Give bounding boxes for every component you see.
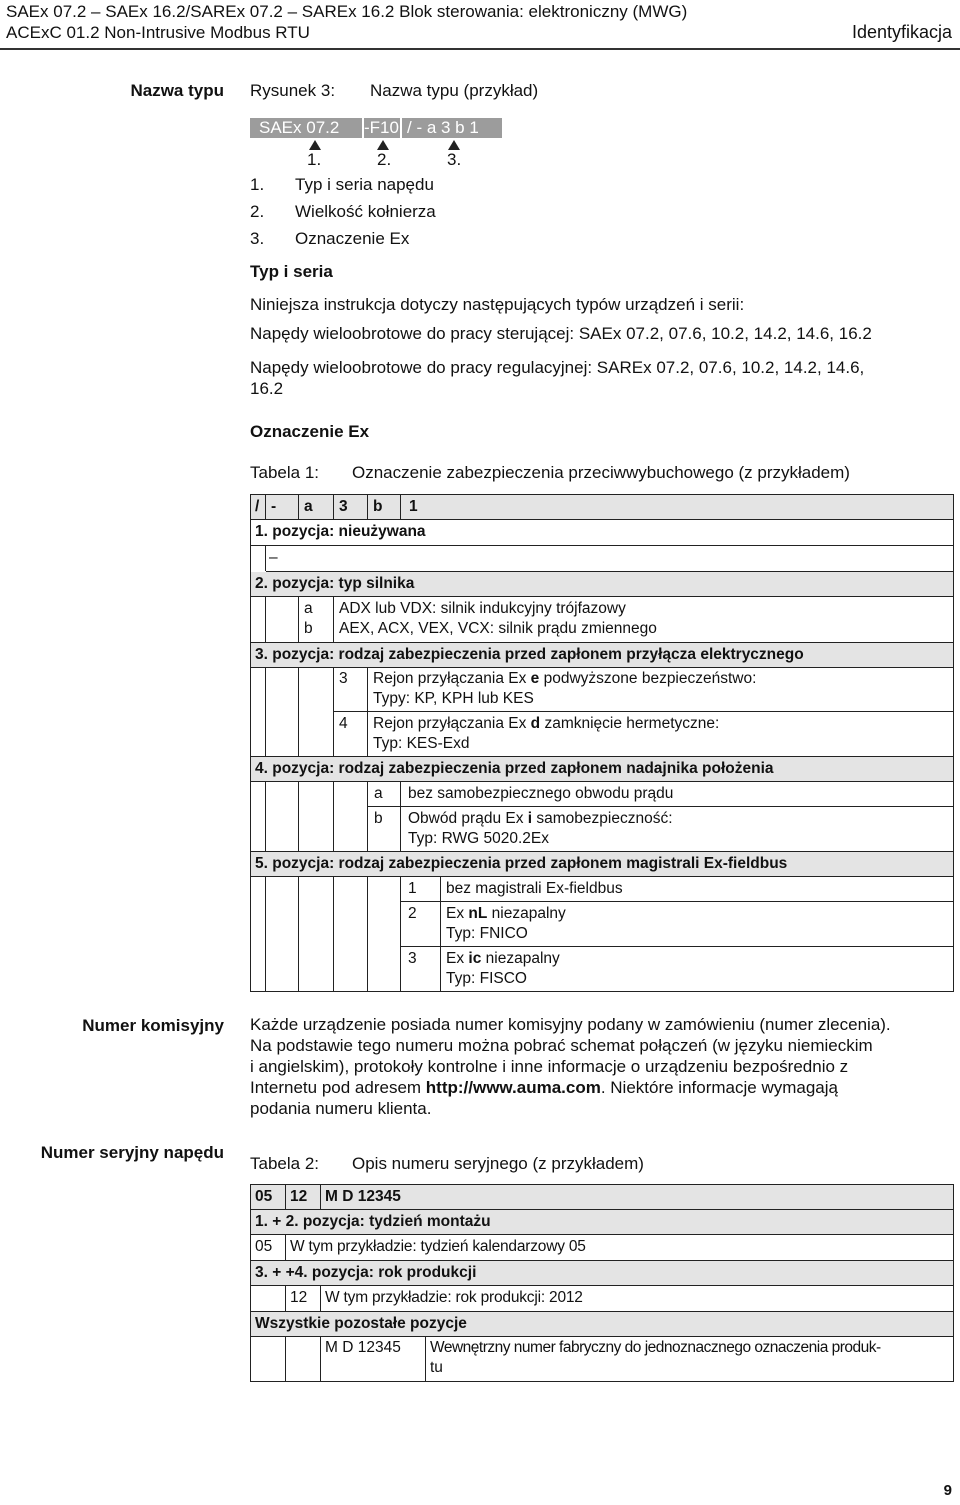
table2-caption: Opis numeru seryjnego (z przykładem): [352, 1154, 644, 1173]
table-rule: [320, 1285, 321, 1311]
type-part-ex: / - a 3 b 1: [407, 118, 479, 137]
type-series-line: 16.2: [250, 379, 284, 398]
description-cell: Ex ic niezapalny: [446, 950, 560, 967]
table-rule: [368, 806, 953, 807]
code-cell: -: [271, 498, 277, 515]
table-rule: [425, 1336, 426, 1382]
commission-paragraph: [250, 1014, 956, 1119]
description-cell: Typy: KP, KPH lub KES: [373, 690, 534, 707]
table-rule: [251, 667, 953, 668]
table-rule: [251, 1234, 953, 1235]
paragraph-line: Internetu pod adresem http://www.auma.com. Niektóre informacje wymagają: [250, 1078, 838, 1097]
group-title: 4. pozycja: rodzaj zabezpieczenia przed zapłonem nadajnika położenia: [255, 760, 774, 777]
marker-1: 1.: [307, 150, 322, 169]
auma-url-link[interactable]: http://www.auma.com: [425, 1078, 601, 1097]
side-heading-serial-number: Numer seryjny napędu: [40, 1143, 224, 1162]
arrow-up-icon: [309, 140, 321, 150]
header-title-line1: SAEx 07.2 – SAEx 16.2/SAREx 07.2 – SAREx 16.2 Blok sterowania: elektroniczny (MWG): [6, 2, 688, 21]
table-rule: [367, 781, 368, 851]
table-rule: [333, 495, 334, 519]
heading-type-series: Typ i seria: [250, 262, 333, 281]
legend-text: Oznaczenie Ex: [295, 229, 410, 248]
paragraph-line: podania numeru klienta.: [250, 1099, 432, 1118]
table-rule: [285, 1336, 286, 1382]
description-cell: Rejon przyłączania Ex d zamknięcie hermetyczne:: [373, 715, 720, 732]
table-rule: [333, 596, 334, 642]
table-rule: [251, 545, 953, 546]
type-series-line: Napędy wieloobrotowe do pracy regulacyjnej: SAREx 07.2, 07.6, 10.2, 14.2, 14.6,: [250, 358, 865, 377]
code-cell: 2: [408, 905, 417, 922]
table-rule: [251, 756, 953, 757]
legend-num: 3.: [250, 229, 265, 248]
table-rule: [285, 1185, 286, 1209]
description-cell: tu: [430, 1359, 443, 1376]
marker-3: 3.: [447, 150, 462, 169]
description-cell: Ex nL niezapalny: [446, 905, 566, 922]
code-cell: 3: [339, 670, 348, 687]
code-cell: 05: [255, 1188, 273, 1205]
group-title: 1. pozycja: nieużywana: [255, 523, 426, 540]
heading-ex-marking: Oznaczenie Ex: [250, 422, 370, 441]
code-cell: /: [255, 498, 260, 515]
type-series-intro: Niniejsza instrukcja dotyczy następujących typów urządzeń i serii:: [250, 295, 745, 314]
table-rule: [285, 1234, 286, 1260]
description-cell: bez magistrali Ex-fieldbus: [446, 880, 623, 897]
code-cell: 1: [408, 880, 417, 897]
code-cell: b: [304, 620, 313, 637]
group-title: 5. pozycja: rodzaj zabezpieczenia przed zapłonem magistrali Ex-fieldbus: [255, 855, 788, 872]
side-heading-commission-number: Numer komisyjny: [82, 1016, 224, 1035]
code-cell: 05: [255, 1238, 273, 1255]
table1-label: Tabela 1:: [250, 463, 319, 482]
table-rule: [251, 1209, 953, 1210]
type-part-series: SAEx 07.2: [259, 118, 340, 137]
table-rule: [400, 876, 401, 992]
table-rule: [251, 1336, 953, 1337]
code-cell: M D 12345: [325, 1339, 401, 1356]
description-cell: Wewnętrzny numer fabryczny do jednoznacznego oznaczenia produk-: [430, 1339, 881, 1356]
table-rule: [251, 1311, 953, 1312]
description-cell: bez samobezpiecznego obwodu prądu: [408, 785, 674, 802]
description-cell: Typ: FISCO: [446, 970, 527, 987]
description-cell: AEX, ACX, VEX, VCX: silnik prądu zmiennego: [339, 620, 657, 637]
code-cell: 4: [339, 715, 348, 732]
table-rule: [440, 876, 441, 992]
paragraph-line: Każde urządzenie posiada numer komisyjny podany w zamówieniu (numer zlecenia).: [250, 1015, 891, 1034]
page-header: [0, 0, 960, 50]
code-cell: –: [269, 549, 278, 566]
description-cell: ADX lub VDX: silnik indukcyjny trójfazowy: [339, 600, 626, 617]
code-cell: 3: [339, 498, 348, 515]
group-title: 1. + 2. pozycja: tydzień montażu: [255, 1213, 491, 1230]
side-heading-type-name: Nazwa typu: [130, 81, 224, 100]
table-rule: [298, 667, 299, 756]
table-rule: [367, 495, 368, 519]
table-rule: [251, 1285, 953, 1286]
legend-num: 1.: [250, 175, 265, 194]
arrow-up-icon: [377, 140, 389, 150]
code-cell: a: [304, 498, 313, 515]
table-rule: [320, 1336, 321, 1382]
table-rule: [333, 667, 334, 756]
table-rule: [367, 876, 368, 992]
table-rule: [401, 946, 953, 947]
table-rule: [320, 1185, 321, 1209]
table-rule: [400, 781, 401, 851]
table2-label: Tabela 2:: [250, 1154, 319, 1173]
table-header-row: [251, 495, 953, 519]
table-rule: [251, 876, 953, 877]
figure-label: Rysunek 3:: [250, 81, 336, 100]
table-rule: [265, 495, 266, 519]
table-rule: [298, 495, 299, 519]
description-cell: Typ: RWG 5020.2Ex: [408, 830, 549, 847]
table-rule: [401, 901, 953, 902]
group-title: 3. pozycja: rodzaj zabezpieczenia przed zapłonem przyłącza elektrycznego: [255, 646, 804, 663]
code-cell: 1: [409, 498, 418, 515]
table-rule: [400, 495, 401, 519]
legend-text: Typ i seria napędu: [295, 175, 434, 194]
arrow-up-icon: [448, 140, 460, 150]
code-cell: 12: [290, 1188, 308, 1205]
code-cell: 3: [408, 950, 417, 967]
table1-caption: Oznaczenie zabezpieczenia przeciwwybuchowego (z przykładem): [352, 463, 850, 482]
table-rule: [265, 781, 266, 851]
code-cell: b: [373, 498, 383, 515]
table-rule: [298, 876, 299, 992]
table-rule: [333, 876, 334, 992]
table-rule: [367, 667, 368, 756]
table-frame: [250, 494, 954, 992]
code-cell: a: [374, 785, 383, 802]
code-cell: 12: [290, 1289, 308, 1306]
table-rule: [265, 876, 266, 992]
page-number: 9: [943, 1482, 952, 1499]
marker-2: 2.: [377, 150, 392, 169]
description-cell: Rejon przyłączania Ex e podwyższone bezpieczeństwo:: [373, 670, 757, 687]
legend-num: 2.: [250, 202, 265, 221]
header-title-line2: ACExC 01.2 Non-Intrusive Modbus RTU: [6, 23, 310, 42]
table-rule: [251, 596, 953, 597]
code-cell: a: [304, 600, 313, 617]
type-name-plate: [250, 118, 502, 138]
description-cell: Typ: KES-Exd: [373, 735, 470, 752]
table-rule: [251, 642, 953, 643]
code-cell: M D 12345: [325, 1188, 401, 1205]
type-part-flange: -F10: [364, 118, 399, 137]
table-rule: [251, 519, 953, 520]
table-rule: [265, 596, 266, 642]
table-rule: [265, 667, 266, 756]
figure-caption: Nazwa typu (przykład): [370, 81, 539, 100]
description-cell: W tym przykładzie: rok produkcji: 2012: [325, 1289, 583, 1306]
description-cell: Obwód prądu Ex i samobezpieczność:: [408, 810, 673, 827]
table-rule: [333, 781, 334, 851]
table-rule: [266, 571, 953, 572]
plate-separator: [400, 118, 402, 138]
header-section-name: Identyfikacja: [851, 22, 952, 42]
paragraph-line: Na podstawie tego numeru można pobrać schemat połączeń (w języku niemieckim: [250, 1036, 873, 1055]
table-rule: [251, 1260, 953, 1261]
description-cell: W tym przykładzie: tydzień kalendarzowy 05: [290, 1238, 586, 1255]
group-title: 2. pozycja: typ silnika: [255, 575, 415, 592]
type-series-line: Napędy wieloobrotowe do pracy sterującej: SAEx 07.2, 07.6, 10.2, 14.2, 14.6, 16.2: [250, 324, 872, 343]
description-cell: Typ: FNICO: [446, 925, 528, 942]
table-rule: [251, 851, 953, 852]
table-rule: [251, 781, 953, 782]
table-rule: [265, 545, 266, 571]
group-title: Wszystkie pozostałe pozycje: [255, 1315, 467, 1332]
table-rule: [285, 1285, 286, 1311]
group-title: 3. + +4. pozycja: rok produkcji: [255, 1264, 477, 1281]
code-cell: b: [374, 810, 383, 827]
table-rule: [298, 596, 299, 642]
table-rule: [334, 711, 953, 712]
paragraph-line: i angielskim), protokoły kontrolne i inne informacje o urządzeniu bezpośrednio z: [250, 1057, 849, 1076]
legend-text: Wielkość kołnierza: [295, 202, 436, 221]
table-rule: [298, 781, 299, 851]
